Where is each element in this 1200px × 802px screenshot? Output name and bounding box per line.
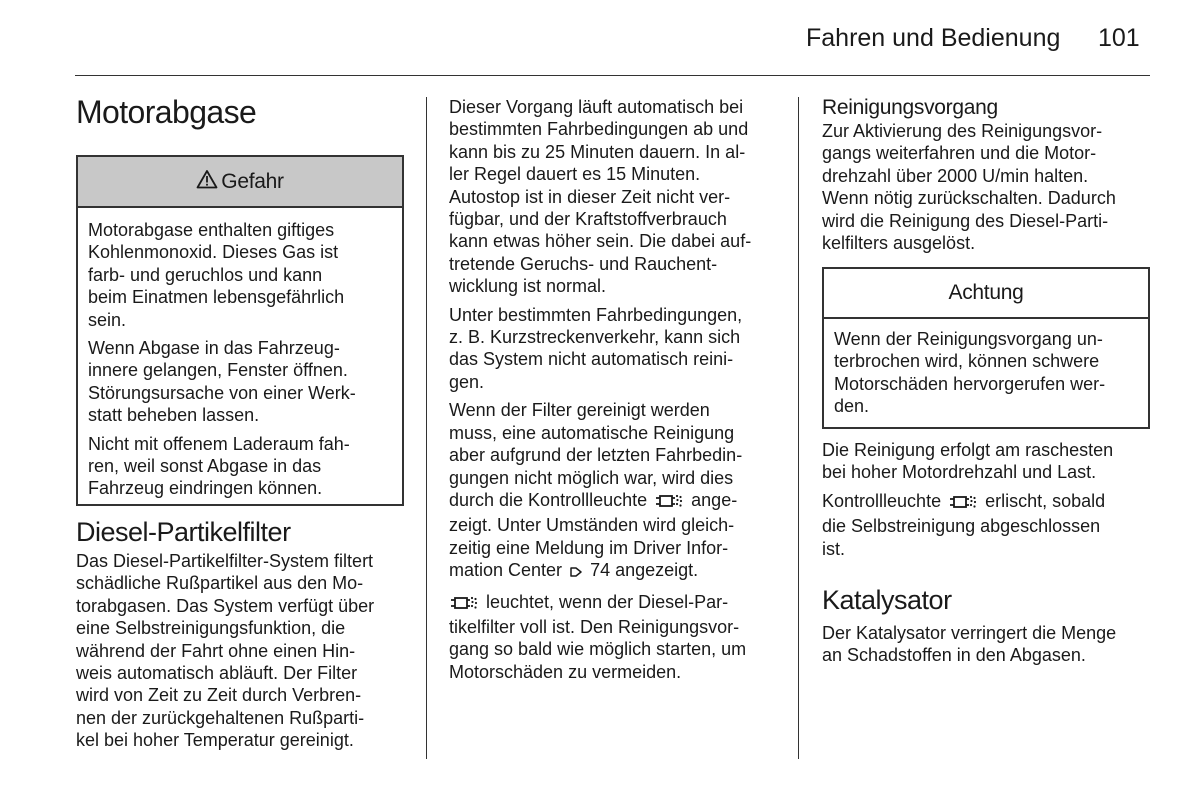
text-line: sein. <box>88 309 127 330</box>
text-line: gungen nicht möglich war, wird dies <box>449 467 734 488</box>
danger-box <box>76 155 404 506</box>
text-line: gang so bald wie möglich starten, um <box>449 639 747 660</box>
body-paragraph <box>449 399 751 584</box>
text-line: gen. <box>449 371 485 392</box>
text-line: Wenn der Filter gereinigt werden <box>449 400 710 421</box>
notice-box <box>822 267 1150 429</box>
text-line: wird von Zeit zu Zeit durch Verbren- <box>76 685 362 706</box>
body-paragraph <box>822 120 1116 254</box>
text-line: das System nicht automatisch reini- <box>449 349 734 370</box>
text-line: ist. <box>822 538 846 559</box>
column-3-lower <box>822 439 1113 566</box>
text-line: bestimmten Fahrbedingungen ab und <box>449 119 749 140</box>
body-paragraph <box>449 304 751 394</box>
column-2 <box>449 96 751 689</box>
text-line: tikelfilter voll ist. Den Reinigungsvor- <box>449 616 740 637</box>
text-line: Motorabgase enthalten giftiges <box>88 220 335 240</box>
text-line: kann bis zu 25 Minuten dauern. In al- <box>449 141 746 162</box>
danger-box-body <box>78 208 402 500</box>
text-line: statt beheben lassen. <box>88 405 260 426</box>
text-line: Kohlenmonoxid. Dieses Gas ist <box>88 242 339 263</box>
text-line: Störungsursache von einer Werk- <box>88 382 356 403</box>
column-1 <box>76 94 256 130</box>
notice-box-body <box>824 319 1148 418</box>
text-line: innere gelangen, Fenster öffnen. <box>88 360 348 381</box>
text-line: den. <box>834 396 870 417</box>
body-paragraph <box>822 439 1113 484</box>
danger-paragraph <box>88 219 392 331</box>
text-fragment: erlischt, sobald <box>985 490 1106 511</box>
text-line: Dieser Vorgang läuft automatisch bei <box>449 97 744 117</box>
text-fragment: leuchtet, wenn der Diesel-Par- <box>486 591 729 612</box>
text-line: wicklung ist normal. <box>449 276 607 297</box>
text-fragment: mation Center <box>449 560 563 581</box>
page-reference-arrow-icon <box>569 562 583 584</box>
column-3 <box>822 96 1116 260</box>
text-fragment: durch die Kontrollleuchte <box>449 489 648 510</box>
text-line <box>449 591 751 616</box>
text-line: weis automatisch abläuft. Der Filter <box>76 663 358 684</box>
text-line: Wenn der Reinigungsvorgang un- <box>834 329 1103 349</box>
text-line: Die Reinigung erfolgt am raschesten <box>822 440 1114 460</box>
warning-triangle-icon <box>196 169 218 194</box>
text-line: Motorschäden zu vermeiden. <box>449 661 682 682</box>
text-line: Wenn Abgase in das Fahrzeug- <box>88 338 340 359</box>
text-line <box>822 490 1113 515</box>
text-line: Motorschäden hervorgerufen wer- <box>834 373 1106 394</box>
section-heading-katalysator: Katalysator <box>822 585 952 615</box>
danger-paragraph <box>88 337 392 427</box>
text-line: Zur Aktivierung des Reinigungsvor- <box>822 121 1103 141</box>
text-line: zeitig eine Meldung im Driver Infor- <box>449 537 729 558</box>
text-line: Wenn nötig zurückschalten. Dadurch <box>822 188 1116 209</box>
text-line: während der Fahrt ohne einen Hin- <box>76 640 356 661</box>
text-line: bei hoher Motordrehzahl und Last. <box>822 462 1097 483</box>
text-line: die Selbstreinigung abgeschlossen <box>822 516 1101 537</box>
body-paragraph <box>449 591 751 684</box>
danger-box-title: Gefahr <box>221 169 284 193</box>
text-line: Fahrzeug eindringen können. <box>88 478 323 499</box>
text-line: Unter bestimmten Fahrbedingungen, <box>449 304 743 325</box>
text-line: z. B. Kurzstreckenverkehr, kann sich <box>449 327 741 348</box>
diesel-particulate-filter-icon <box>654 492 684 514</box>
text-line: an Schadstoffen in den Abgasen. <box>822 645 1086 666</box>
body-paragraph <box>822 490 1113 560</box>
text-line: drehzahl über 2000 U/min halten. <box>822 165 1089 186</box>
section-heading-reinigungsvorgang: Reinigungsvorgang <box>822 96 998 119</box>
text-line: muss, eine automatische Reinigung <box>449 422 735 443</box>
text-line <box>449 489 751 514</box>
text-line: Das Diesel-Partikelfilter-System filtert <box>76 551 374 571</box>
section-heading-diesel-partikelfilter: Diesel-Partikelfilter <box>76 517 291 547</box>
text-line: ler Regel dauert es 15 Minuten. <box>449 164 701 185</box>
notice-box-header <box>824 269 1148 319</box>
text-line: torabgasen. Das System verfügt über <box>76 595 375 616</box>
diesel-particulate-filter-icon <box>449 594 479 616</box>
text-line: ren, weil sonst Abgase in das <box>88 456 322 477</box>
text-line: Autostop ist in dieser Zeit nicht ver- <box>449 186 731 207</box>
notice-box-title: Achtung <box>948 281 1024 304</box>
text-line: Nicht mit offenem Laderaum fah- <box>88 433 350 454</box>
body-paragraph <box>822 622 1116 667</box>
column-divider-right <box>798 97 799 759</box>
text-line: tretende Geruchs- und Rauchent- <box>449 253 718 274</box>
body-paragraph <box>76 550 374 752</box>
text-line: nen der zurückgehaltenen Rußparti- <box>76 707 365 728</box>
danger-box-header <box>78 157 402 208</box>
text-line: kel bei hoher Temperatur gereinigt. <box>76 730 354 751</box>
danger-paragraph <box>88 433 392 500</box>
text-line: zeigt. Unter Umständen wird gleich- <box>449 515 735 536</box>
body-paragraph <box>449 96 751 298</box>
text-line: wird die Reinigung des Diesel-Parti- <box>822 210 1109 231</box>
page-number: 101 <box>1098 24 1140 52</box>
diesel-particulate-filter-icon <box>948 493 978 515</box>
text-line: beim Einatmen lebensgefährlich <box>88 287 345 308</box>
chapter-title: Fahren und Bedienung <box>806 24 1061 52</box>
text-fragment: 74 angezeigt. <box>590 560 699 581</box>
text-line: kelfilters ausgelöst. <box>822 233 976 254</box>
text-line: fügbar, und der Kraftstoffverbrauch <box>449 209 727 230</box>
header-rule <box>75 75 1150 76</box>
text-line: aber aufgrund der letzten Fahrbedin- <box>449 445 743 466</box>
text-line: eine Selbstreinigungsfunktion, die <box>76 618 346 639</box>
text-fragment: Kontrollleuchte <box>822 490 942 511</box>
text-line: farb- und geruchlos und kann <box>88 264 323 285</box>
column-3-katalysator <box>822 584 1116 667</box>
text-line: kann etwas höher sein. Die dabei auf- <box>449 231 752 252</box>
text-line: schädliche Rußpartikel aus den Mo- <box>76 573 364 594</box>
column-1-lower <box>76 516 374 752</box>
column-divider-left <box>426 97 427 759</box>
text-fragment: ange- <box>691 489 738 510</box>
section-heading-motorabgase: Motorabgase <box>76 94 257 130</box>
text-line: terbrochen wird, können schwere <box>834 351 1100 372</box>
text-line <box>449 559 751 584</box>
text-line: Der Katalysator verringert die Menge <box>822 623 1117 643</box>
text-line: gangs weiterfahren und die Motor- <box>822 143 1097 164</box>
